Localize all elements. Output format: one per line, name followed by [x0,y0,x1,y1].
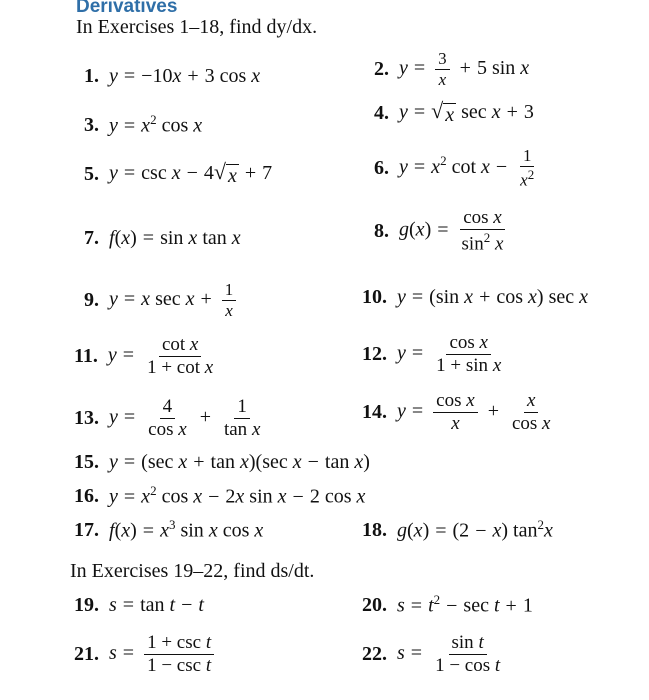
exercise-number: 4. [374,101,389,124]
exercise-number: 21. [74,642,99,665]
exercise-19 [74,580,204,630]
exercise-expression: $s = t^2 - \sec t + 1$ [397,592,533,617]
exercise-number: 13. [74,406,99,429]
exercise-expression: s = $\frac{\text{1 + csc t}}{\text{1 − csc t}}$ [109,633,218,676]
exercise-number: 17. [74,518,99,541]
exercise-number: 16. [74,484,99,507]
instruction-find-dy-dx: In Exercises 1–18, find dy/dx. [76,16,318,38]
exercise-expression: y = √ x sec x + 3 [399,97,534,126]
exercise-expression: f(x) = sin x tan x [109,226,241,249]
exercise-number: 22. [362,642,387,665]
exercise-7 [84,213,241,263]
exercise-20 [362,580,533,630]
instruction-find-ds-dt: In Exercises 19–22, find ds/dt. [70,560,315,582]
exercise-22 [362,629,507,679]
exercise-21 [74,629,218,679]
exercise-number: 19. [74,593,99,616]
exercise-6 [374,143,541,193]
exercise-expression: y = x sec x + $\frac{1}{x}$ [109,281,240,320]
exercise-17 [74,505,263,555]
exercise-18 [362,505,553,555]
exercise-3 [84,100,202,150]
exercise-8 [374,206,510,256]
exercise-11 [74,331,220,381]
exercise-2 [374,44,529,94]
exercise-12 [362,329,508,379]
exercise-expression: y = $\frac{\text{cos x}}{x}$ + $\frac{x}{\text{cos x}}$ [397,389,551,434]
exercise-number: 10. [362,285,387,308]
exercise-10 [362,272,588,322]
exercise-expression: s = $\frac{\text{sin t}}{\text{1 − cos t}}$ [397,631,501,676]
exercise-expression: g(x) = $\frac{\text{cos x}}{\sin^2 x}$ [399,206,504,255]
exercise-5 [84,149,272,199]
exercise-number: 12. [362,342,387,365]
exercise-13 [74,393,267,443]
exercise-expression: y = csc x − 4 √ x + 7 [109,158,273,187]
exercise-number: 9. [84,288,99,311]
exercise-number: 18. [362,518,387,541]
exercise-number: 8. [374,219,389,242]
exercise-number: 1. [84,64,99,87]
exercise-4 [374,88,534,138]
exercise-number: 15. [74,450,99,473]
exercise-expression: y = (sin x + cos x) sec x [397,285,588,308]
exercise-expression: y = $\frac{3}{x}$ + 5 sin x [399,48,530,89]
exercise-expression: y = $\frac{\text{cot x}}{\text{1 + cot x}}$ [107,333,214,378]
exercise-number: 7. [84,226,99,249]
exercise-expression: y = $\frac{\text{cos x}}{\text{1 + sin x}}$ [397,331,502,376]
exercise-expression: $y = x^2$ cot x − $\frac{1}{x^2}$ [399,145,535,190]
exercise-expression: $y = x^2$ cos x [109,112,203,137]
exercise-number: 14. [362,400,387,423]
section-title: Derivatives [76,0,178,17]
exercise-expression: g(x) = (2 − x) $\tan^2x$ [397,517,553,542]
exercise-number: 3. [84,113,99,136]
exercise-expression: y = $\frac{4}{\text{cos x}}$ + $\frac{1}{\text{tan x}}$ [109,395,261,440]
exercise-number: 2. [374,57,389,80]
exercise-number: 11. [74,344,98,367]
exercise-1 [84,51,260,101]
exercise-9 [84,275,240,325]
exercise-14 [362,387,557,437]
exercise-expression: y = (sec x + tan x)(sec x − tan x) [109,450,370,473]
exercise-expression: $y = x^2$ cos x − 2x sin x − 2 cos x [109,483,366,508]
exercise-expression: s = tan t − t [109,593,204,616]
exercise-number: 5. [84,162,99,185]
exercise-number: 20. [362,593,387,616]
exercise-expression: y = −10x + 3 cos x [109,64,261,87]
exercise-expression: $f(x) = x^3$ sin x cos x [109,517,264,542]
exercise-number: 6. [374,156,389,179]
